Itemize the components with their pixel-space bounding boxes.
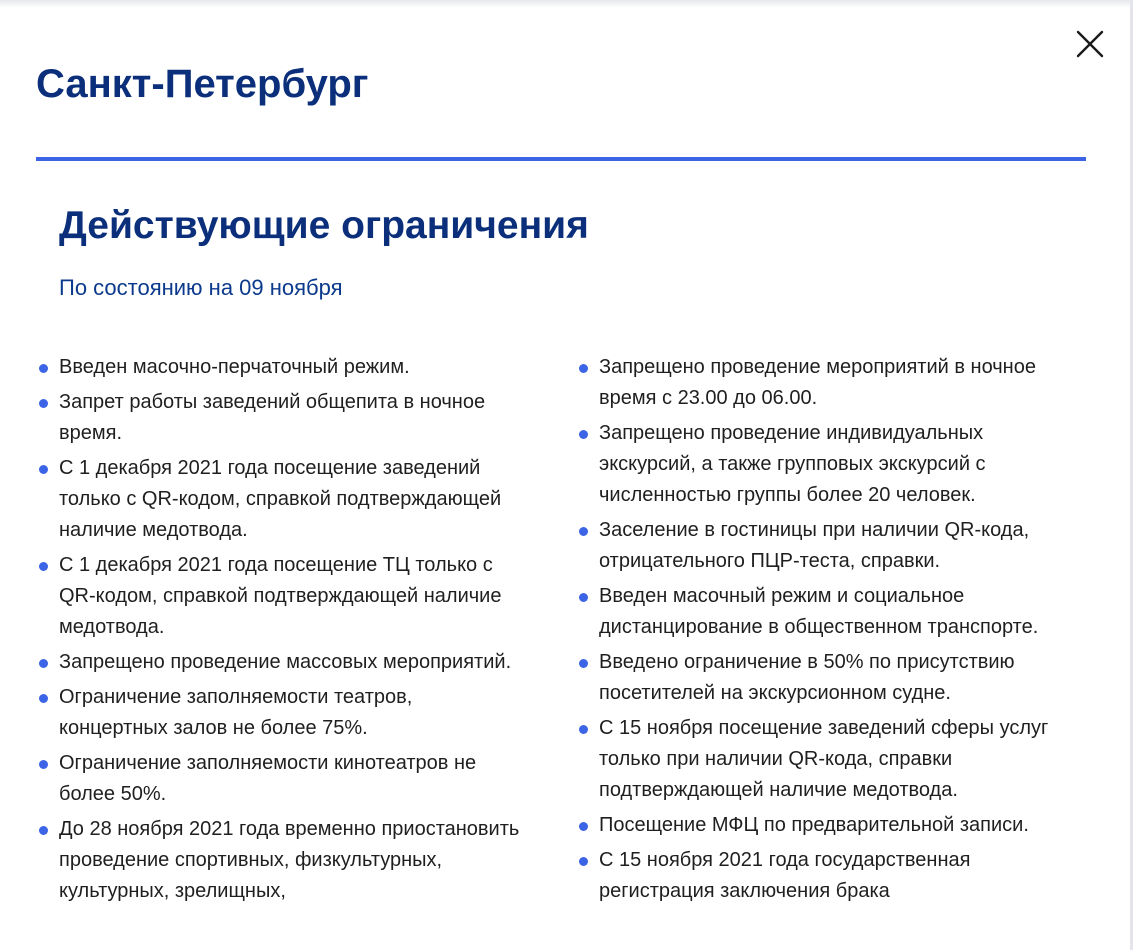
restriction-text: С 1 декабря 2021 года посещение заведений только с QR-кодом, справкой подтверждающей наличие медотвода. xyxy=(59,457,502,541)
restriction-item xyxy=(576,713,1076,806)
restrictions-list-left xyxy=(36,352,526,911)
restriction-item xyxy=(576,647,1076,709)
restrictions-list-right xyxy=(576,352,1076,911)
bullet-dot-icon xyxy=(579,527,588,536)
restriction-item xyxy=(36,352,526,383)
restriction-text: Введено ограничение в 50% по присутствию посетителей на экскурсионном судне. xyxy=(599,651,1015,704)
restriction-text: С 15 ноября 2021 года государственная регистрация заключения брака xyxy=(599,849,971,902)
bullet-dot-icon xyxy=(39,826,48,835)
restriction-text: Запрещено проведение индивидуальных экскурсий, а также групповых экскурсий с численностью группы более 20 человек. xyxy=(599,422,986,506)
restriction-item xyxy=(576,515,1076,577)
city-title: Санкт-Петербург xyxy=(36,62,369,106)
restriction-text: С 15 ноября посещение заведений сферы услуг только при наличии QR-кода, справки подтверждающей наличие медотвода. xyxy=(599,717,1049,801)
bullet-dot-icon xyxy=(579,364,588,373)
restriction-item xyxy=(36,748,526,810)
bullet-dot-icon xyxy=(39,562,48,571)
bullet-dot-icon xyxy=(579,857,588,866)
bullet-dot-icon xyxy=(39,364,48,373)
restriction-item xyxy=(36,550,526,643)
restriction-item xyxy=(36,647,526,678)
restriction-text: Запрет работы заведений общепита в ночное время. xyxy=(59,391,486,444)
bullet-dot-icon xyxy=(579,593,588,602)
restriction-text: Ограничение заполняемости кинотеатров не более 50%. xyxy=(59,752,477,805)
restriction-text: Ограничение заполняемости театров, концертных залов не более 75%. xyxy=(59,686,413,739)
section-subtitle: По состоянию на 09 ноября xyxy=(59,275,343,300)
restriction-item xyxy=(576,810,1076,841)
restriction-item xyxy=(36,814,526,907)
bullet-dot-icon xyxy=(39,760,48,769)
restriction-text: Введен масочный режим и социальное дистанцирование в общественном транспорте. xyxy=(599,585,1039,638)
bullet-dot-icon xyxy=(579,659,588,668)
restriction-item xyxy=(576,581,1076,643)
restriction-item xyxy=(576,418,1076,511)
bullet-dot-icon xyxy=(579,822,588,831)
bullet-dot-icon xyxy=(39,399,48,408)
bullet-dot-icon xyxy=(579,430,588,439)
restriction-text: Заселение в гостиницы при наличии QR-кода, отрицательного ПЦР-теста, справки. xyxy=(599,519,1030,572)
restriction-item xyxy=(36,453,526,546)
bullet-dot-icon xyxy=(39,465,48,474)
restriction-text: До 28 ноября 2021 года временно приостановить проведение спортивных, физкультурных, культурных, зрелищных, xyxy=(59,818,520,902)
restriction-text: Запрещено проведение массовых мероприятий. xyxy=(59,651,512,673)
close-button[interactable] xyxy=(1073,27,1107,61)
section-title: Действующие ограничения xyxy=(59,204,589,247)
restriction-text: С 1 декабря 2021 года посещение ТЦ только с QR-кодом, справкой подтверждающей наличие медотвода. xyxy=(59,554,502,638)
restriction-item xyxy=(576,352,1076,414)
restriction-text: Введен масочно-перчаточный режим. xyxy=(59,356,410,378)
restriction-item xyxy=(576,845,1076,907)
restriction-text: Посещение МФЦ по предварительной записи. xyxy=(599,814,1029,836)
restriction-text: Запрещено проведение мероприятий в ночное время с 23.00 до 06.00. xyxy=(599,356,1036,409)
title-divider xyxy=(36,157,1086,161)
bullet-dot-icon xyxy=(39,694,48,703)
bullet-dot-icon xyxy=(39,659,48,668)
close-icon[interactable] xyxy=(1073,27,1107,61)
bullet-dot-icon xyxy=(579,725,588,734)
restriction-item xyxy=(36,387,526,449)
restriction-item xyxy=(36,682,526,744)
